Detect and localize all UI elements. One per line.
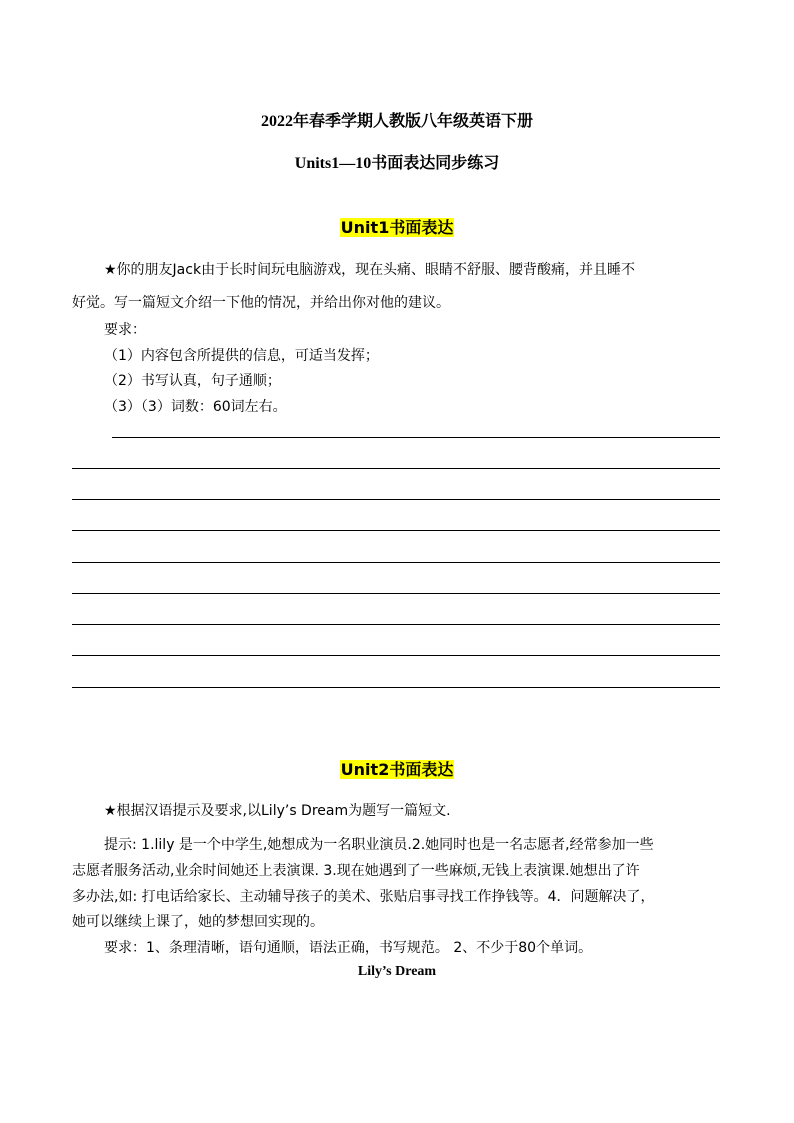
unit1-heading-text: Unit1书面表达 bbox=[340, 218, 454, 237]
writing-line[interactable] bbox=[72, 530, 720, 531]
writing-line[interactable] bbox=[112, 437, 720, 438]
essay-title: Lily’s Dream bbox=[357, 964, 437, 979]
unit2-prompt: ★根据汉语提示及要求,以Lily’s Dream为题写一篇短文. bbox=[104, 803, 451, 819]
unit2-hint-line4: 她可以继续上课了，她的梦想回实现的。 bbox=[72, 914, 324, 930]
writing-line[interactable] bbox=[72, 624, 720, 625]
writing-line[interactable] bbox=[72, 687, 720, 688]
page-title-line2: Units1—10书面表达同步练习 bbox=[294, 155, 500, 172]
unit1-heading bbox=[0, 215, 794, 238]
writing-line[interactable] bbox=[72, 499, 720, 500]
unit1-requirements-label: 要求： bbox=[104, 322, 146, 338]
unit2-requirements: 要求：1、条理清晰，语句通顺，语法正确，书写规范。 2、不少于80个单词。 bbox=[104, 940, 593, 956]
unit2-hint-line3: 多办法,如: 打电话给家长、主动辅导孩子的美术、张贴启事寻找工作挣钱等。4．问题解决了， bbox=[72, 889, 655, 905]
writing-line[interactable] bbox=[72, 562, 720, 563]
unit2-hint-line1: 提示: 1.lily 是一个中学生,她想成为一名职业演员.2.她同时也是一名志愿者,经常参加一些 bbox=[104, 837, 654, 853]
page-title-line1: 2022年春季学期人教版八年级英语下册 bbox=[260, 113, 533, 130]
unit1-requirement-1: （1）内容包含所提供的信息，可适当发挥； bbox=[104, 348, 379, 364]
unit1-requirement-3: （3）（3）词数：60词左右。 bbox=[104, 399, 287, 415]
writing-line[interactable] bbox=[72, 468, 720, 469]
unit2-heading-text: Unit2书面表达 bbox=[340, 760, 454, 779]
unit1-requirement-2: （2）书写认真，句子通顺； bbox=[104, 373, 281, 389]
unit1-prompt-line1: ★你的朋友Jack由于长时间玩电脑游戏，现在头痛、眼睛不舒服、腰背酸痛，并且睡不 bbox=[104, 262, 636, 278]
unit1-prompt-line2: 好觉。写一篇短文介绍一下他的情况，并给出你对他的建议。 bbox=[72, 295, 450, 311]
writing-line[interactable] bbox=[72, 593, 720, 594]
writing-line[interactable] bbox=[72, 655, 720, 656]
unit2-hint-line2: 志愿者服务活动,业余时间她还上表演课. 3.现在她遇到了一些麻烦,无钱上表演课.她想出了许 bbox=[72, 863, 640, 879]
unit2-heading bbox=[0, 757, 794, 780]
